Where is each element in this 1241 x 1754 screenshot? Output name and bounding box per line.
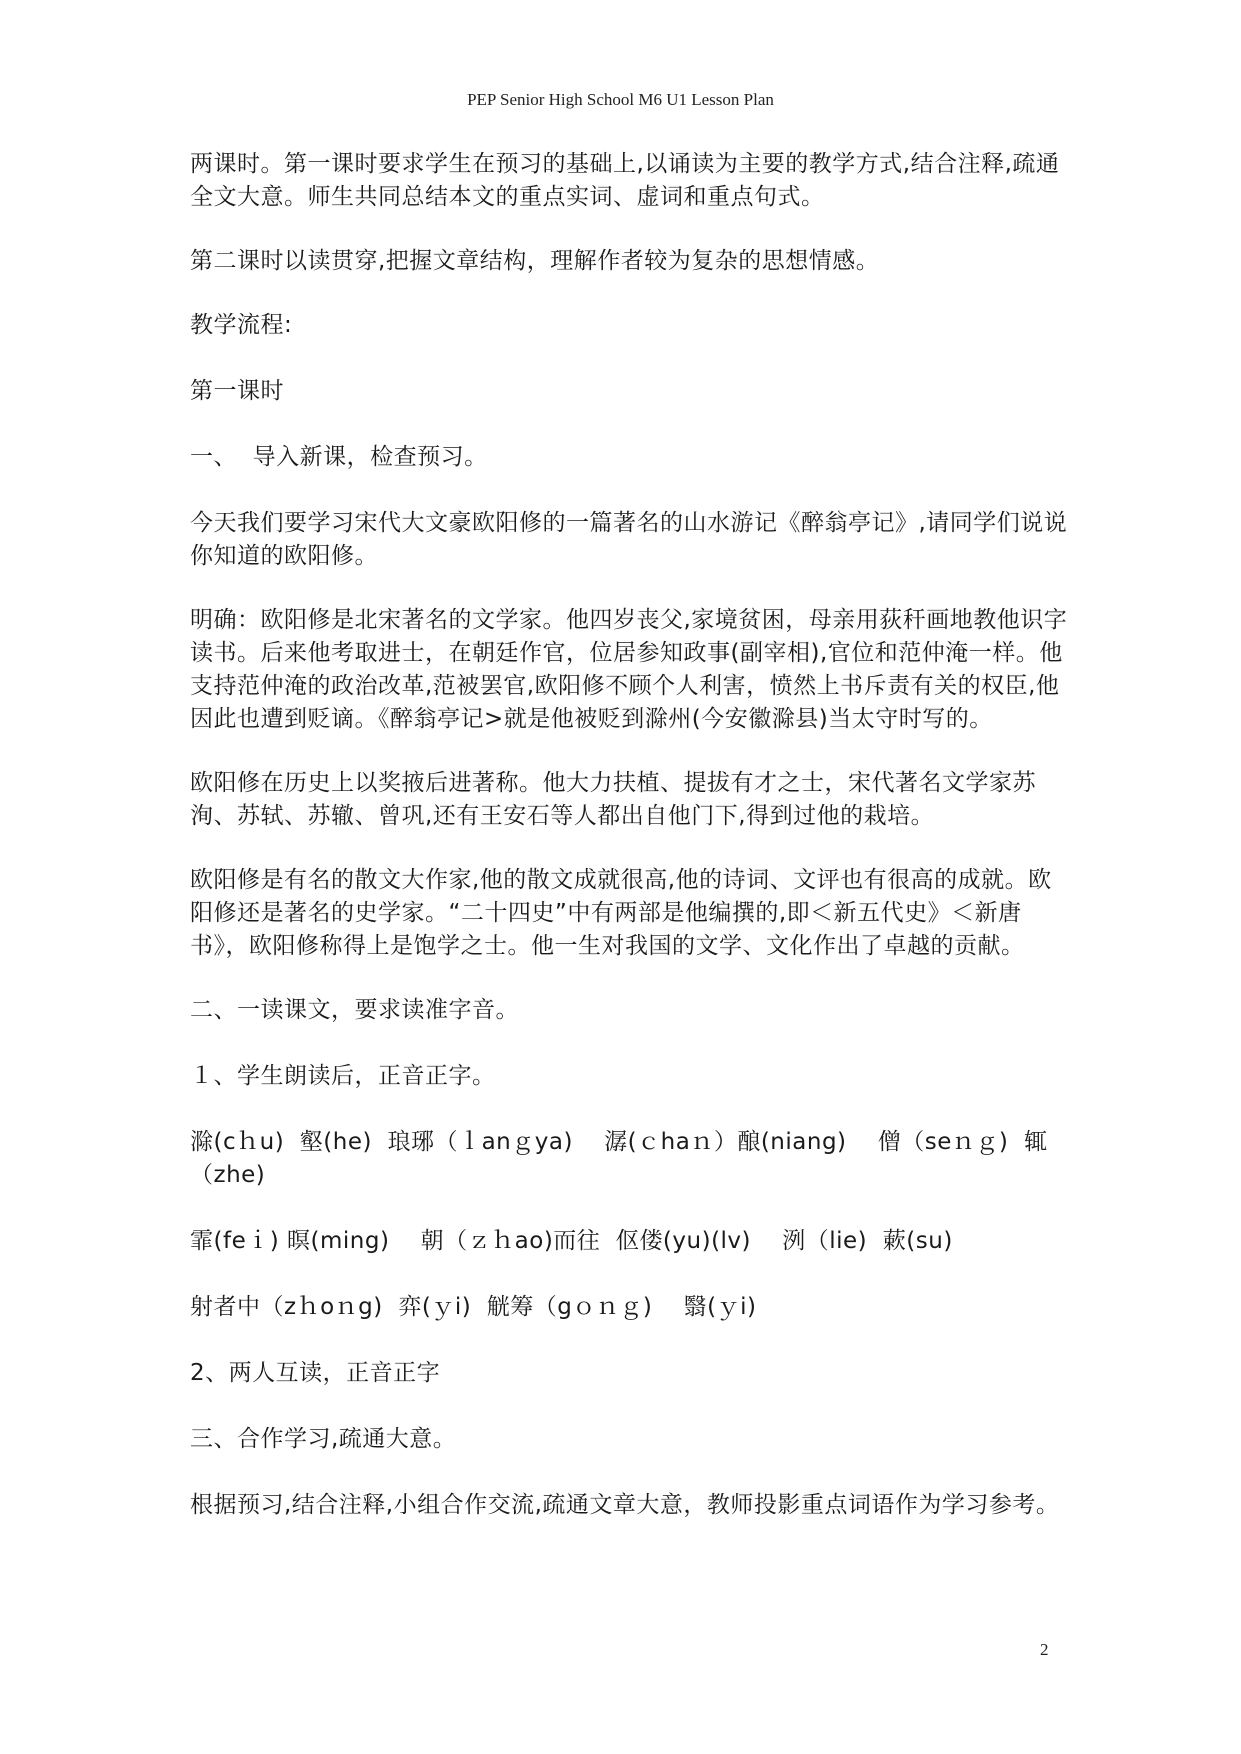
page-number: 2 <box>1040 1640 1049 1659</box>
heading-teaching-flow: 教学流程: <box>190 312 293 338</box>
pronunciation-line-1: 滁(cｈu) 壑(he) 琅琊（ｌanｇya) 潺(ｃhaｎ）酿(niang) 僧（seｎｇ) 辄（zhe) <box>190 1129 1048 1188</box>
page-header: PEP Senior High School M6 U1 Lesson Plan <box>467 90 774 109</box>
heading-first-lesson: 第一课时 <box>190 378 284 404</box>
paragraph-introduction: 今天我们要学习宋代大文豪欧阳修的一篇著名的山水游记《醉翁亭记》,请同学们说说你知道的欧阳修。 <box>190 510 1068 569</box>
paragraph-cooperative-learning: 根据预习,结合注释,小组合作交流,疏通文章大意，教师投影重点词语作为学习参考。 <box>190 1492 1060 1518</box>
paragraph-second-lesson: 第二课时以读贯穿,把握文章结构，理解作者较为复杂的思想情感。 <box>190 248 880 274</box>
heading-section-one: 一、 导入新课，检查预习。 <box>190 444 488 470</box>
pronunciation-line-2: 霏(feｉ) 暝(ming) 朝（ｚｈao)而往 伛偻(yu)(lv) 洌（lie) 蔌(su) <box>190 1228 953 1254</box>
heading-section-two: 二、一读课文，要求读准字音。 <box>190 997 519 1023</box>
list-item-step-two: 2、两人互读，正音正字 <box>190 1360 441 1386</box>
paragraph-ouyangxiu-mentor: 欧阳修在历史上以奖掖后进著称。他大力扶植、提拔有才之士，宋代著名文学家苏洵、苏轼、苏辙、曾巩,还有王安石等人都出自他门下,得到过他的栽培。 <box>190 770 1036 829</box>
heading-section-three: 三、合作学习,疏通大意。 <box>190 1426 457 1452</box>
paragraph-lesson-hours: 两课时。第一课时要求学生在预习的基础上,以诵读为主要的教学方式,结合注释,疏通全文大意。师生共同总结本文的重点实词、虚词和重点句式。 <box>190 151 1060 210</box>
list-item-step-one: １、学生朗读后，正音正字。 <box>190 1063 496 1089</box>
document-body <box>190 148 1070 1553</box>
paragraph-ouyangxiu-bio: 明确：欧阳修是北宋著名的文学家。他四岁丧父,家境贫困，母亲用荻秆画地教他识字读书。后来他考取进士，在朝廷作官，位居参知政事(副宰相),官位和范仲淹一样。他支持范仲淹的政治改革,范被罢官,欧阳修不顾个人利害，愤然上书斥责有关的权臣,他因此也遭到贬谪。《醉翁亭记>就是他被贬到滁州(今安徽滁县)当太守时写的。 <box>190 607 1068 732</box>
pronunciation-line-3: 射者中（zｈoｎg) 弈(ｙi) 觥筹（gｏｎｇ) 翳(ｙi) <box>190 1294 757 1320</box>
paragraph-ouyangxiu-works: 欧阳修是有名的散文大作家,他的散文成就很高,他的诗词、文评也有很高的成就。欧阳修还是著名的史学家。“二十四史”中有两部是他编撰的,即＜新五代史》＜新唐书》，欧阳修称得上是饱学之士。他一生对我国的文学、文化作出了卓越的贡献。 <box>190 867 1052 959</box>
